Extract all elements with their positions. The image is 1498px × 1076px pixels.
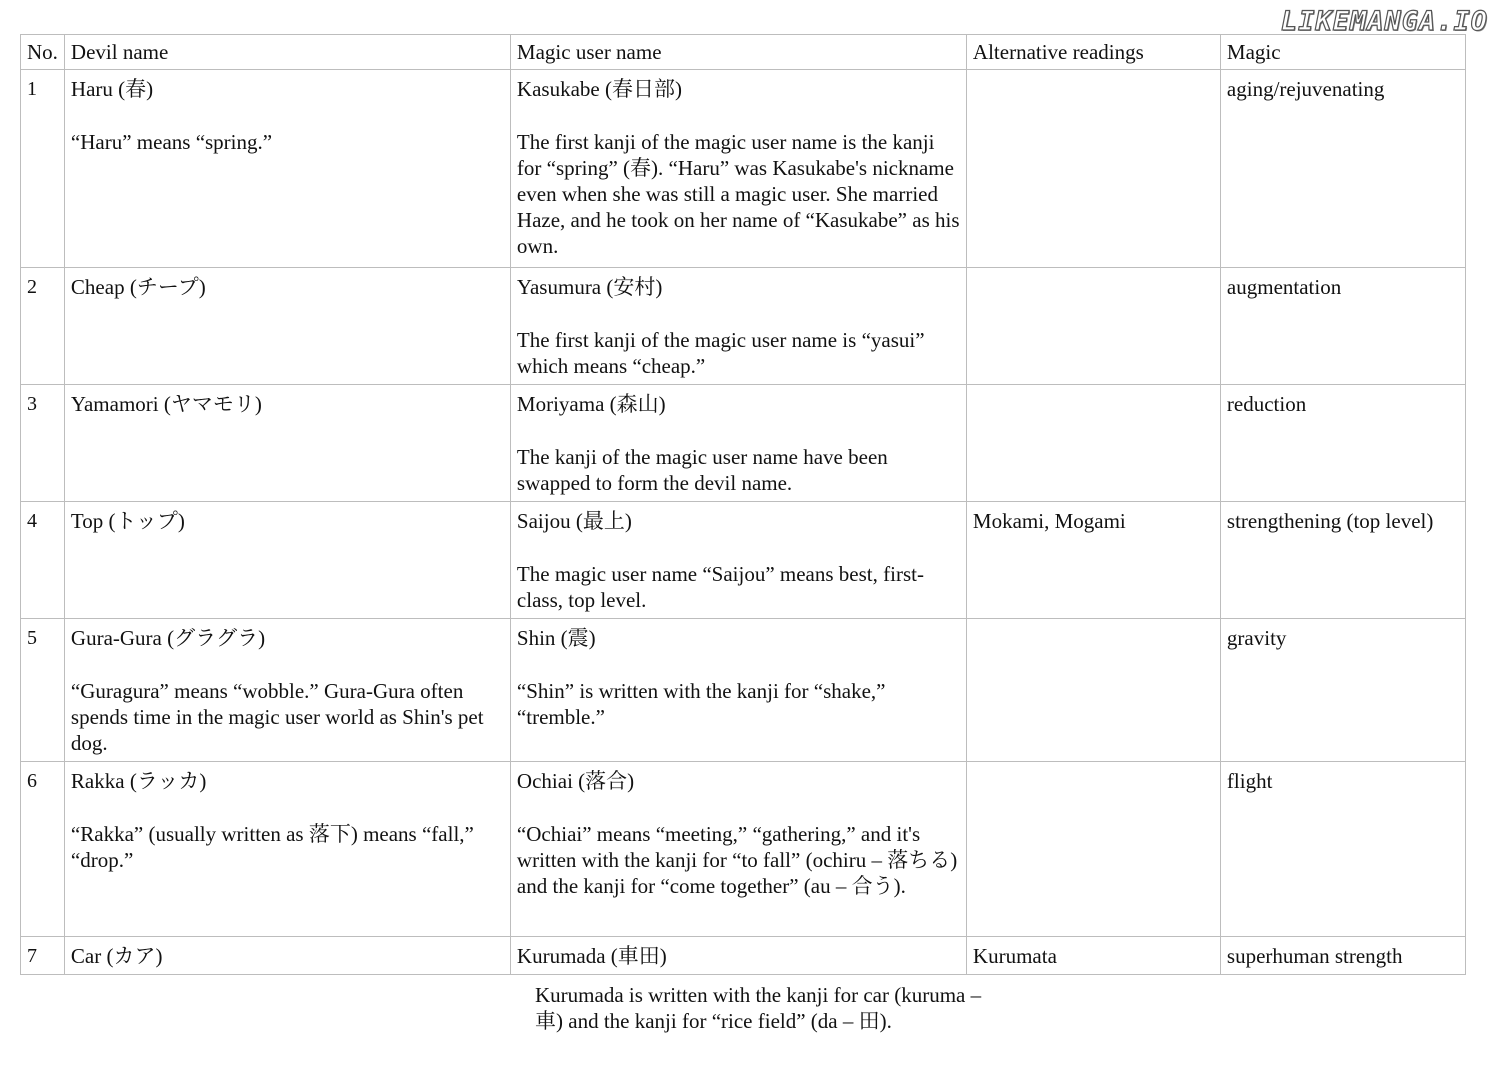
alternative-readings (966, 70, 1220, 268)
magic: gravity (1220, 619, 1465, 762)
row-number: 2 (21, 268, 65, 385)
site-watermark: LIKEMANGA.IO (1280, 6, 1488, 37)
alternative-readings (966, 385, 1220, 502)
alternative-readings (966, 268, 1220, 385)
magic-user-note: “Shin” is written with the kanji for “shake,” “tremble.” (516, 679, 886, 729)
magic: superhuman strength (1220, 937, 1465, 975)
table-row (21, 937, 1466, 975)
names-table (20, 34, 1466, 975)
magic: strengthening (top level) (1220, 502, 1465, 619)
row-number: 5 (21, 619, 65, 762)
devil-name: Car (カア) (70, 944, 163, 968)
magic-user-note: The first kanji of the magic user name is “yasui” which means “cheap.” (516, 328, 925, 378)
magic-user-name: Shin (震) (516, 626, 596, 650)
table-row (21, 385, 1466, 502)
devil-name: Cheap (チープ) (70, 275, 206, 299)
devil-note: “Rakka” (usually written as 落下) means “fall,” “drop.” (70, 822, 474, 872)
alternative-readings (966, 762, 1220, 937)
magic-user-name-cell (510, 268, 966, 385)
devil-note: “Haru” means “spring.” (70, 130, 273, 154)
alternative-readings: Kurumata (966, 937, 1220, 975)
header-magic-user-name: Magic user name (510, 35, 966, 70)
devil-note: “Guragura” means “wobble.” Gura-Gura often spends time in the magic user world as Shin's pet dog. (70, 679, 484, 755)
magic-user-name: Kasukabe (春日部) (516, 77, 682, 101)
header-row (21, 35, 1466, 70)
magic-user-name-cell (510, 502, 966, 619)
row-number: 4 (21, 502, 65, 619)
magic-user-name: Ochiai (落合) (516, 769, 635, 793)
devil-name: Yamamori (ヤマモリ) (70, 392, 262, 416)
devil-name: Rakka (ラッカ) (70, 769, 207, 793)
magic: aging/rejuvenating (1220, 70, 1465, 268)
devil-name-cell (64, 70, 510, 268)
table-row (21, 268, 1466, 385)
magic: flight (1220, 762, 1465, 937)
devil-name: Top (トップ) (70, 509, 185, 533)
magic-user-note: The first kanji of the magic user name is the kanji for “spring” (春). “Haru” was Kasukabe's nickname even when she was still a magic user. She married Haze, and he took on her name of “Kasukabe” as his own. (516, 130, 960, 258)
devil-name: Haru (春) (70, 77, 154, 101)
row-number: 1 (21, 70, 65, 268)
magic: augmentation (1220, 268, 1465, 385)
table-row (21, 502, 1466, 619)
devil-name: Gura-Gura (グラグラ) (70, 626, 266, 650)
header-magic: Magic (1220, 35, 1465, 70)
magic-user-name: Kurumada (車田) (516, 944, 667, 968)
devil-name-cell (64, 385, 510, 502)
devil-name-cell (64, 502, 510, 619)
header-devil-name: Devil name (64, 35, 510, 70)
row-number: 3 (21, 385, 65, 502)
header-no: No. (21, 35, 65, 70)
magic-user-name-cell (510, 937, 966, 975)
magic-user-name-cell (510, 70, 966, 268)
magic-user-name: Saijou (最上) (516, 509, 632, 533)
magic-user-note: The kanji of the magic user name have been swapped to form the devil name. (516, 445, 888, 495)
table-row (21, 762, 1466, 937)
magic: reduction (1220, 385, 1465, 502)
devil-name-cell (64, 268, 510, 385)
row-number: 7 (21, 937, 65, 975)
alternative-readings (966, 619, 1220, 762)
devil-name-cell (64, 762, 510, 937)
magic-user-name-cell (510, 762, 966, 937)
table-row (21, 70, 1466, 268)
magic-user-name-cell (510, 385, 966, 502)
magic-user-note: Kurumada is written with the kanji for car (kuruma – 車) and the kanji for “rice field” (da – 田). (535, 983, 982, 1033)
alternative-readings: Mokami, Mogami (966, 502, 1220, 619)
row-number: 6 (21, 762, 65, 937)
magic-user-name: Yasumura (安村) (516, 275, 663, 299)
magic-user-name: Moriyama (森山) (516, 392, 666, 416)
magic-user-name-cell (510, 619, 966, 762)
devil-name-cell (64, 619, 510, 762)
table-row (21, 619, 1466, 762)
magic-user-note: “Ochiai” means “meeting,” “gathering,” and it's written with the kanji for “to fall” (ochiru – 落ちる) and the kanji for “come together” (au – 合う). (516, 822, 958, 898)
magic-user-note: The magic user name “Saijou” means best, first-class, top level. (516, 562, 924, 612)
header-alternative-readings: Alternative readings (966, 35, 1220, 70)
devil-name-cell (64, 937, 510, 975)
